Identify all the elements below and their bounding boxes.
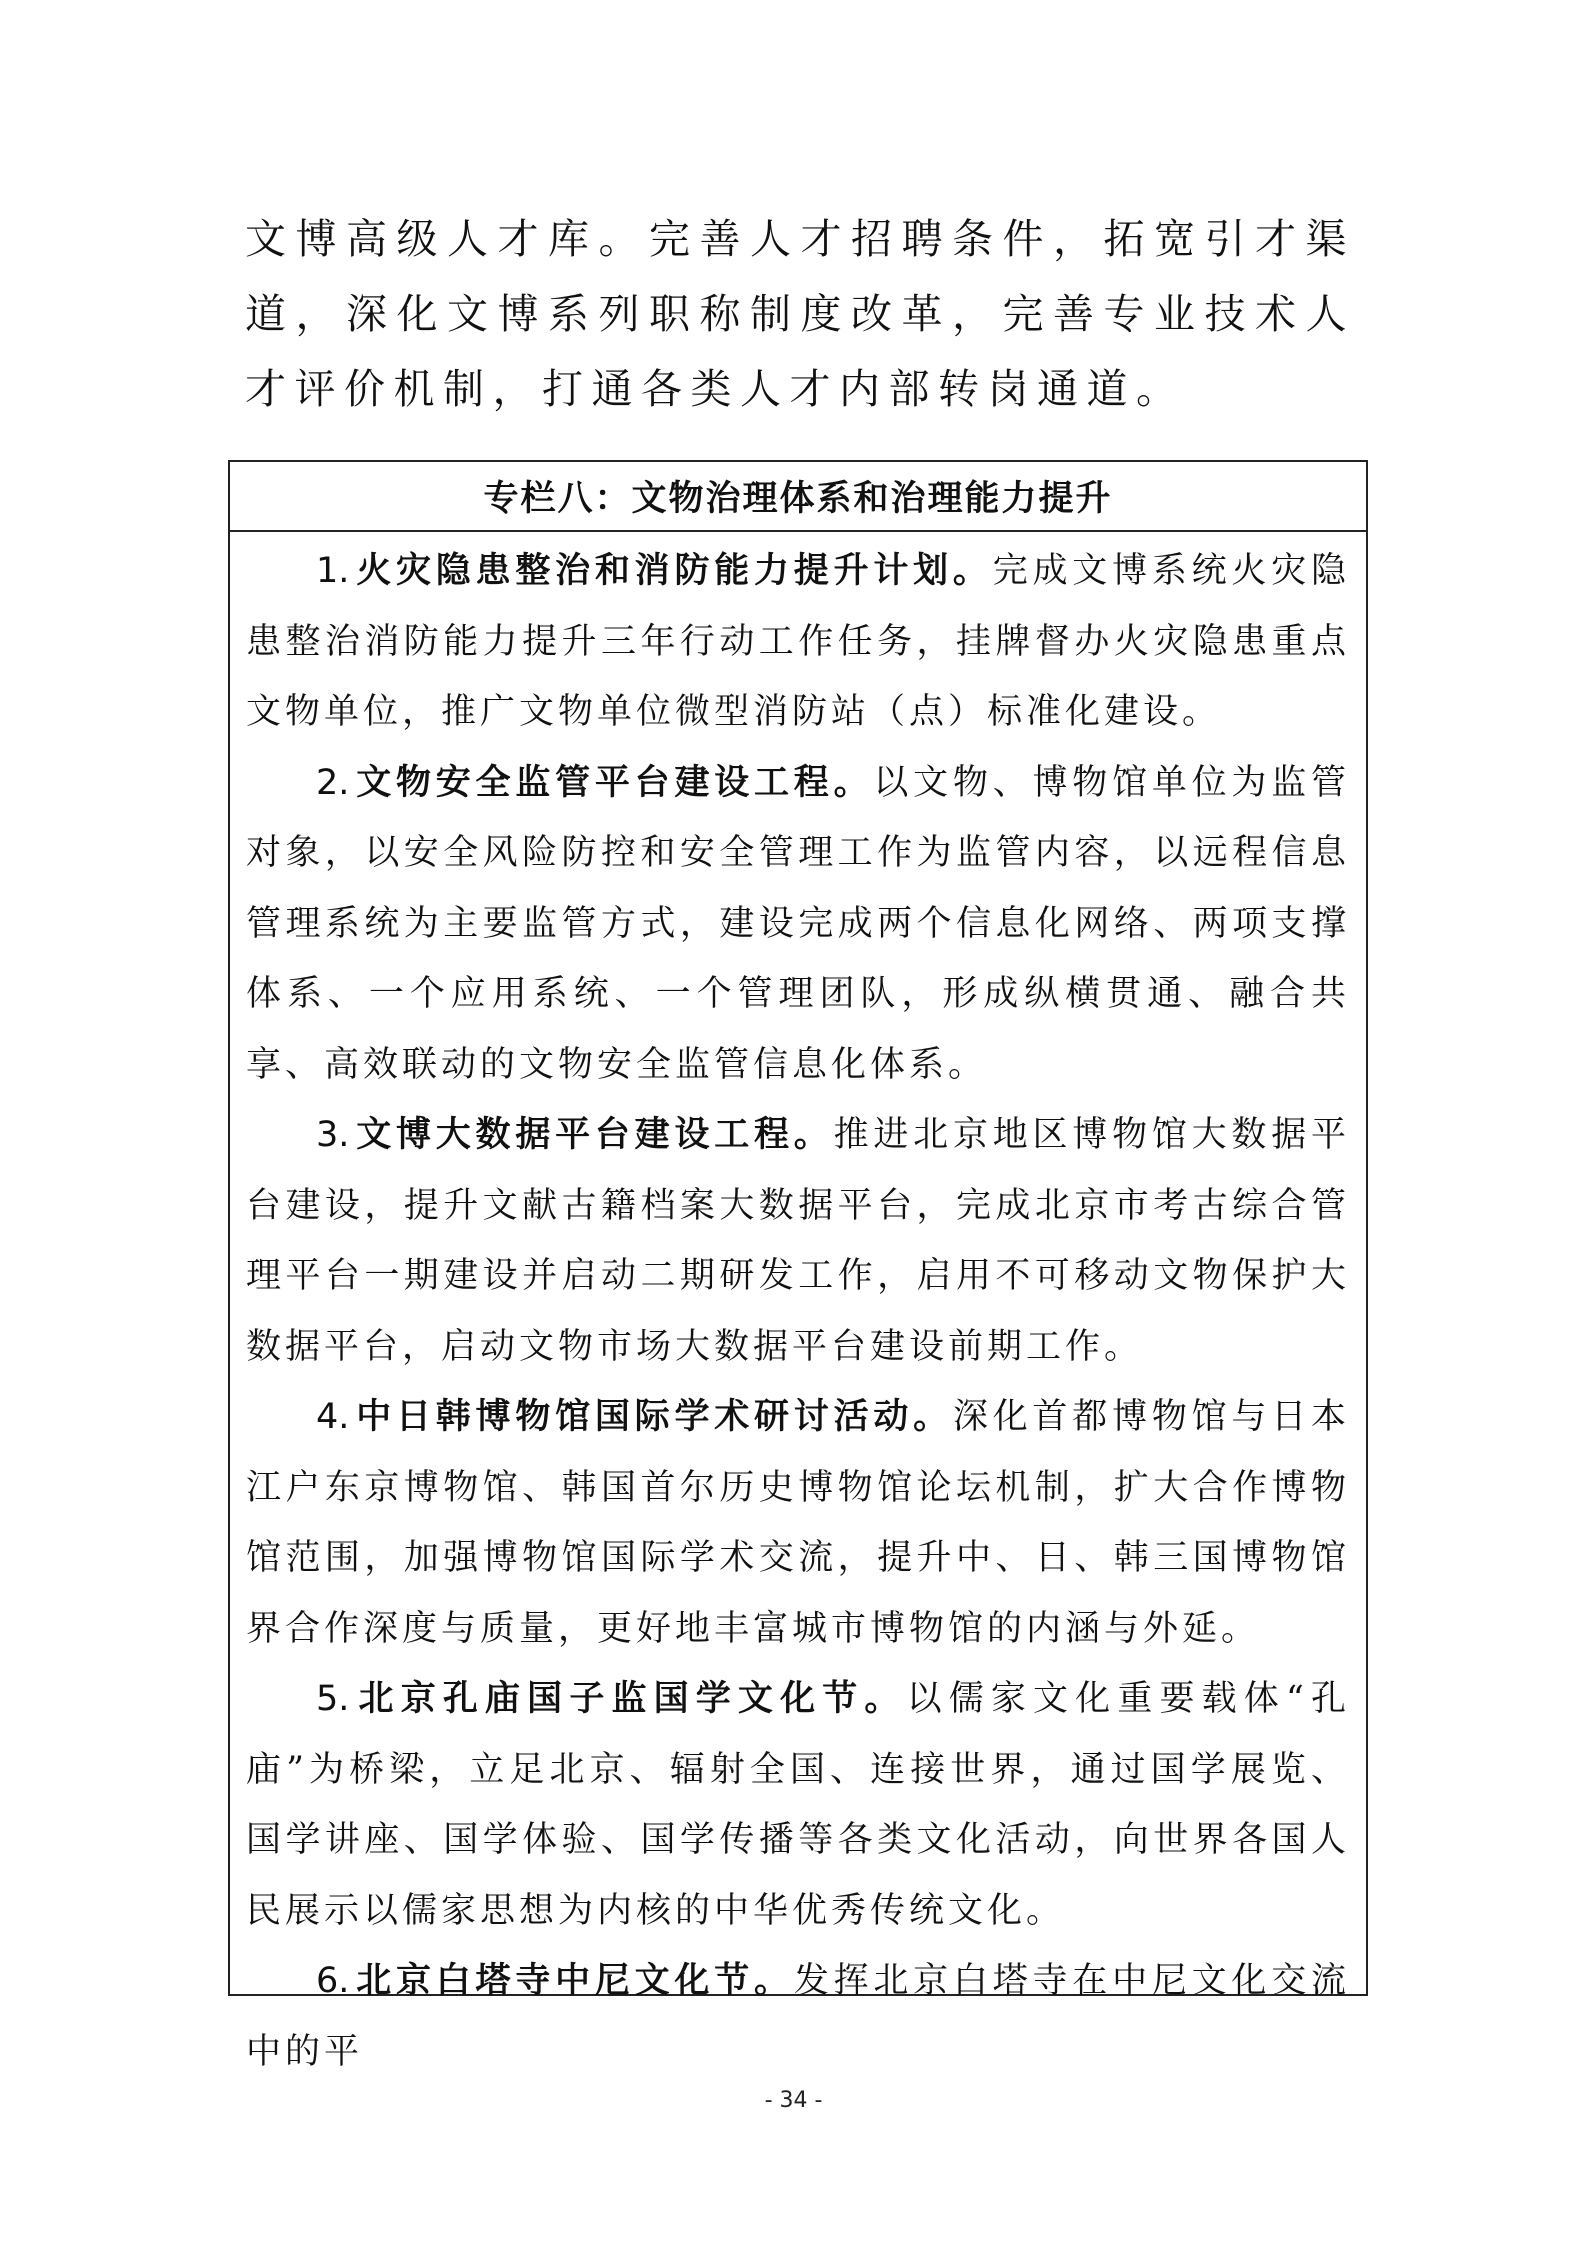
column-title: 专栏八：文物治理体系和治理能力提升 <box>230 462 1366 532</box>
item-body: 发挥北京白塔寺在中尼文化交流中的平 <box>246 1961 1350 2072</box>
item-body: 以文物、博物馆单位为监管对象，以安全风险防控和安全管理工作为监管内容，以远程信息管理系统为主要监管方式，建设完成两个信息化网络、两项支撑体系、一个应用系统、一个管理团队，形成纵横贯通、融合共享、高效联动的文物安全监管信息化体系。 <box>246 762 1350 1085</box>
column-item-6 <box>246 1946 1350 2087</box>
item-number: 2. <box>316 762 350 803</box>
intro-paragraph <box>245 202 1355 427</box>
column-item-4 <box>246 1382 1350 1664</box>
column-item-2 <box>246 748 1350 1101</box>
item-body: 深化首都博物馆与日本江户东京博物馆、韩国首尔历史博物馆论坛机制，扩大合作博物馆范围，加强博物馆国际学术交流，提升中、日、韩三国博物馆界合作深度与质量，更好地丰富城市博物馆的内涵与外延。 <box>246 1397 1350 1649</box>
item-number: 6. <box>316 1961 350 2001</box>
page-number: - 34 - <box>764 2088 823 2113</box>
column-box <box>228 460 1368 2072</box>
item-heading: 北京白塔寺中尼文化节。 <box>355 1960 794 2001</box>
item-heading: 文博大数据平台建设工程。 <box>355 1114 834 1155</box>
item-heading: 火灾隐患整治和消防能力提升计划。 <box>355 550 993 591</box>
column-item-3 <box>246 1100 1350 1382</box>
item-number: 3. <box>316 1115 350 1155</box>
item-body: 完成文博系统火灾隐患整治消防能力提升三年行动工作任务，挂牌督办火灾隐患重点文物单位，推广文物单位微型消防站（点）标准化建设。 <box>246 551 1350 732</box>
item-heading: 中日韩博物馆国际学术研讨活动。 <box>355 1396 953 1437</box>
item-heading: 北京孔庙国子监国学文化节。 <box>355 1678 907 1719</box>
item-number: 4. <box>316 1397 350 1437</box>
item-number: 5. <box>316 1679 350 1719</box>
item-body: 推进北京地区博物馆大数据平台建设，提升文献古籍档案大数据平台，完成北京市考古综合管理平台一期建设并启动二期研发工作，启用不可移动文物保护大数据平台，启动文物市场大数据平台建设前期工作。 <box>246 1115 1350 1367</box>
item-heading: 文物安全监管平台建设工程。 <box>355 761 874 803</box>
item-number: 1. <box>316 551 350 591</box>
column-item-5 <box>246 1664 1350 1946</box>
column-body <box>230 532 1366 2087</box>
item-body: 以儒家文化重要载体“孔庙”为桥梁，立足北京、辐射全国、连接世界，通过国学展览、国学讲座、国学体验、国学传播等各类文化活动，向世界各国人民展示以儒家思想为内核的中华优秀传统文化。 <box>246 1679 1350 1931</box>
intro-text: 文博高级人才库。完善人才招聘条件，拓宽引才渠道，深化文博系列职称制度改革，完善专业技术人才评价机制，打通各类人才内部转岗通道。 <box>245 215 1355 413</box>
column-item-1 <box>246 536 1350 748</box>
